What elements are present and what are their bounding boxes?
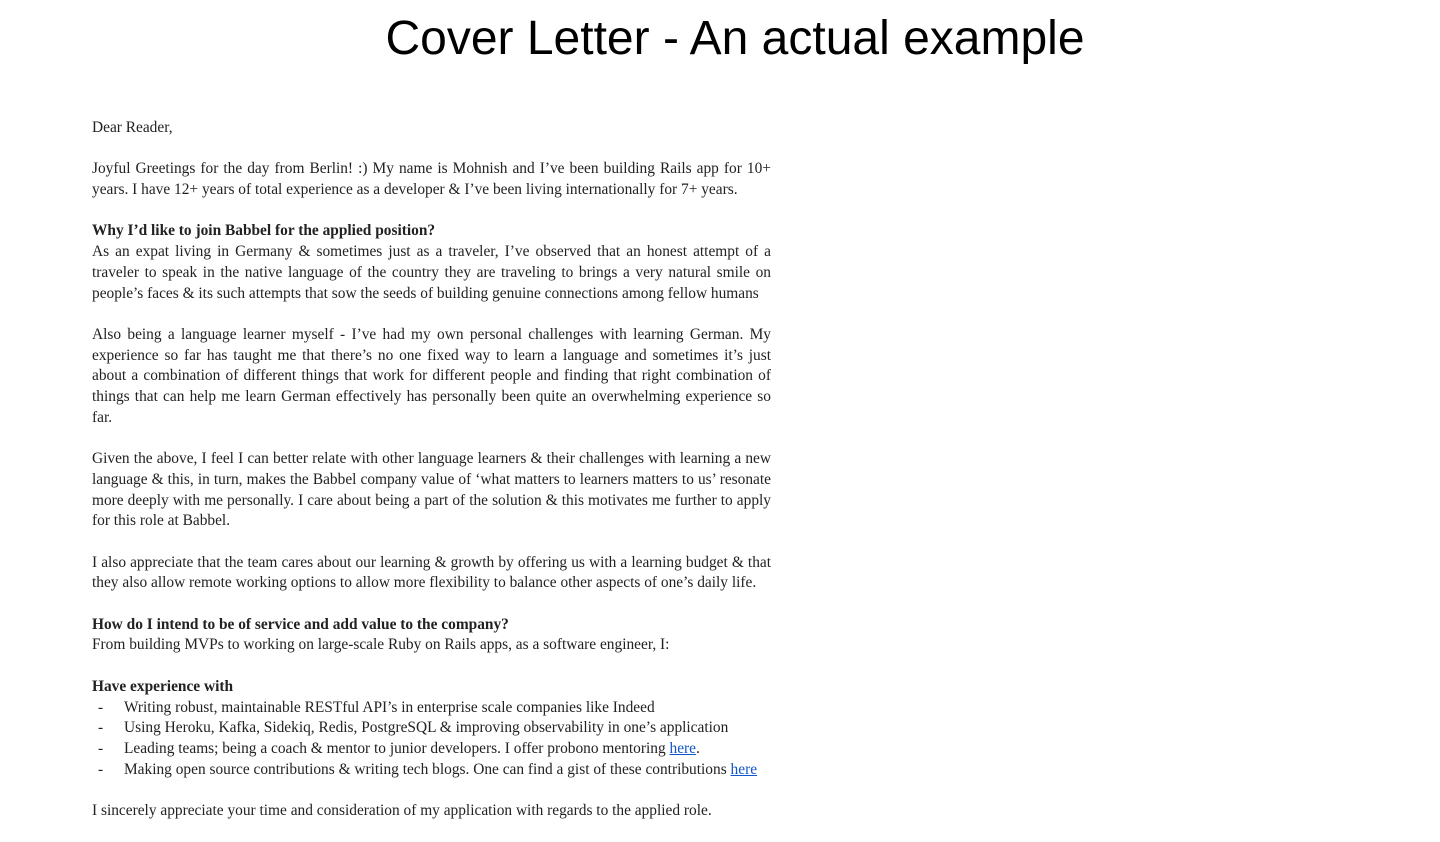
list-item-end: . bbox=[695, 739, 700, 757]
list-item-text: Leading teams; being a coach & mentor to junior developers. I offer probono mentoring bbox=[124, 739, 670, 757]
list-item-text: Writing robust, maintainable RESTful API’s in enterprise scale companies like Indeed bbox=[124, 698, 655, 716]
list-item-text: Making open source contributions & writing tech blogs. One can find a gist of these contributions bbox=[124, 760, 731, 778]
why-paragraph-2: Also being a language learner myself - I’ve had my own personal challenges with learning German. My experience so far has taught me that there’s no one fixed way to learn a language and sometimes it’s just about a combination of different things that work for different people and finding that right combination of things that can help me learn German effectively has personally been quite an overwhelming experience so far. bbox=[92, 325, 771, 426]
service-section bbox=[92, 615, 771, 636]
experience-heading: Have experience with bbox=[92, 677, 234, 695]
list-item-text: Using Heroku, Kafka, Sidekiq, Redis, PostgreSQL & improving observability in one’s application bbox=[124, 719, 729, 737]
mentoring-link[interactable]: here bbox=[669, 739, 696, 757]
closing-paragraph: I sincerely appreciate your time and consideration of my application with regards to the applied role. bbox=[92, 802, 712, 820]
bullet-dash: - bbox=[98, 719, 104, 737]
service-intro: From building MVPs to working on large-scale Ruby on Rails apps, as a software engineer, I: bbox=[92, 636, 670, 654]
why-paragraph-3: Given the above, I feel I can better relate with other language learners & their challenges with learning a new language & this, in turn, makes the Babbel company value of ‘what matters to learners matters to us’ resonate more deeply with me personally. I care about being a part of the solution & this motivates me further to apply for this role at Babbel. bbox=[92, 450, 771, 530]
why-section bbox=[92, 221, 771, 242]
why-heading: Why I’d like to join Babbel for the applied position? bbox=[92, 222, 436, 240]
bullet-dash: - bbox=[98, 760, 104, 778]
why-paragraph-1: As an expat living in Germany & sometimes just as a traveler, I’ve observed that an honest attempt of a traveler to speak in the native language of the country they are traveling to brings a very natural smile on people’s faces & its such attempts that sow the seeds of building genuine connections among fellow humans bbox=[92, 243, 771, 302]
bullet-dash: - bbox=[98, 739, 104, 757]
contributions-link[interactable]: here bbox=[730, 760, 758, 778]
bullet-dash: - bbox=[98, 698, 104, 716]
intro-paragraph: Joyful Greetings for the day from Berlin! :) My name is Mohnish and I’ve been building Rails app for 10+ years. I have 12+ years of total experience as a developer & I’ve been living internationally for 7+ years. bbox=[92, 160, 771, 199]
experience-list bbox=[92, 698, 771, 781]
list-item bbox=[92, 718, 771, 739]
list-item bbox=[92, 698, 771, 719]
salutation: Dear Reader, bbox=[92, 119, 173, 136]
slide-title: Cover Letter - An actual example bbox=[385, 12, 1085, 65]
list-item bbox=[92, 739, 771, 760]
cover-letter-body bbox=[92, 118, 771, 842]
service-heading: How do I intend to be of service and add value to the company? bbox=[92, 615, 509, 633]
list-item bbox=[92, 760, 771, 781]
experience-section bbox=[92, 677, 771, 698]
why-paragraph-4: I also appreciate that the team cares about our learning & growth by offering us with a learning budget & that they also allow remote working options to allow more flexibility to balance other aspects of one’s daily life. bbox=[92, 553, 771, 592]
